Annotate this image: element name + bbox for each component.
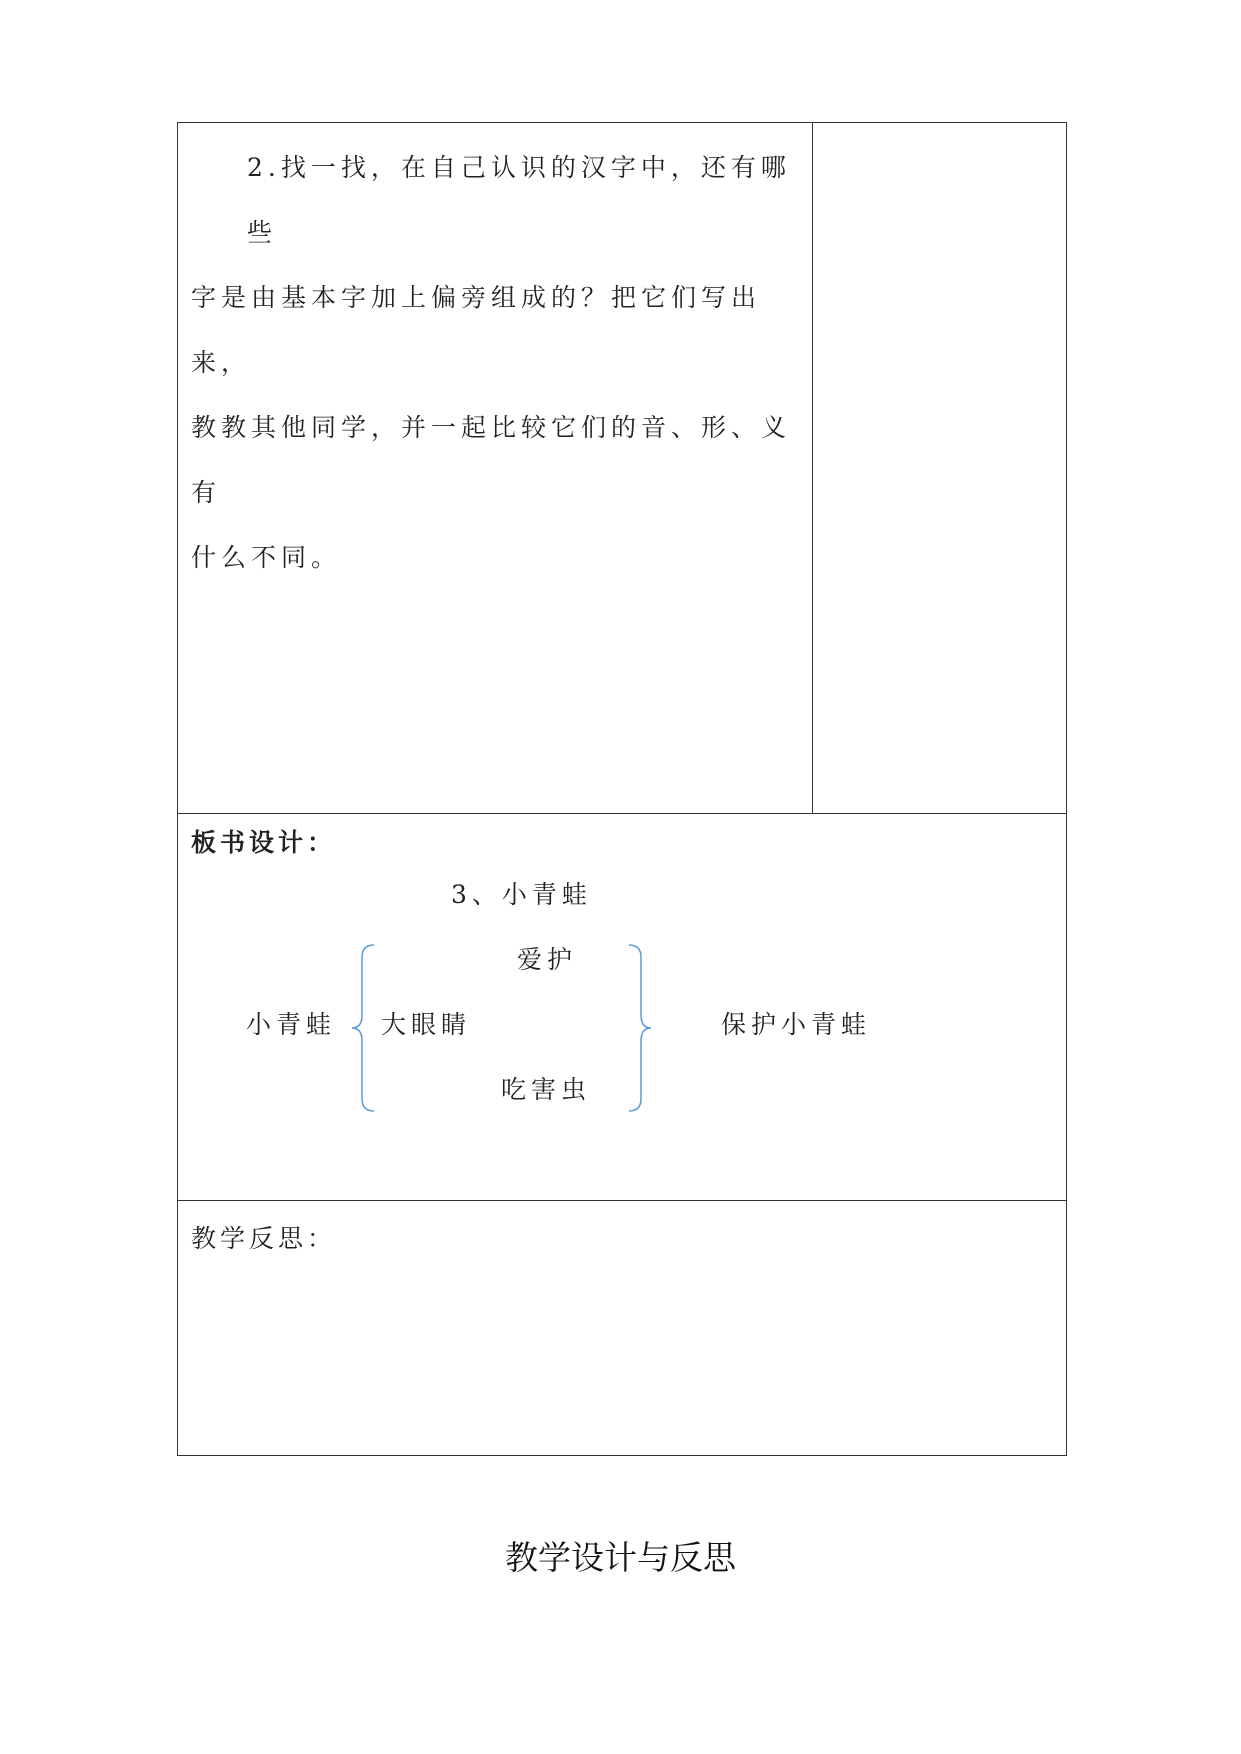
row-divider-board [178, 813, 1066, 814]
right-brace-icon [625, 943, 653, 1113]
row-divider-reflection [178, 1200, 1066, 1201]
footer-title: 教学设计与反思 [505, 1538, 736, 1577]
paragraph-line: 教教其他同学，并一起比较它们的音、形、义有 [191, 413, 792, 507]
paragraph-line: 什么不同。 [191, 543, 342, 572]
lesson-table [177, 122, 1067, 1456]
board-design-label: 板书设计： [191, 828, 337, 857]
board-term-left: 小青蛙 [246, 1010, 337, 1039]
board-term-top: 爱护 [517, 945, 578, 974]
activity-paragraph [191, 135, 811, 590]
board-term-middle: 大眼睛 [381, 1010, 472, 1039]
reflection-label: 教学反思： [191, 1224, 337, 1253]
board-term-right: 保护小青蛙 [721, 1010, 872, 1039]
column-divider [812, 123, 813, 813]
paragraph-line: 字是由基本字加上偏旁组成的？把它们写出来， [191, 283, 762, 377]
left-brace-icon [350, 943, 378, 1113]
board-term-bottom: 吃害虫 [501, 1075, 592, 1104]
lesson-title: 3、小青蛙 [451, 880, 592, 909]
paragraph-line: 2.找一找，在自己认识的汉字中，还有哪些 [247, 153, 791, 247]
